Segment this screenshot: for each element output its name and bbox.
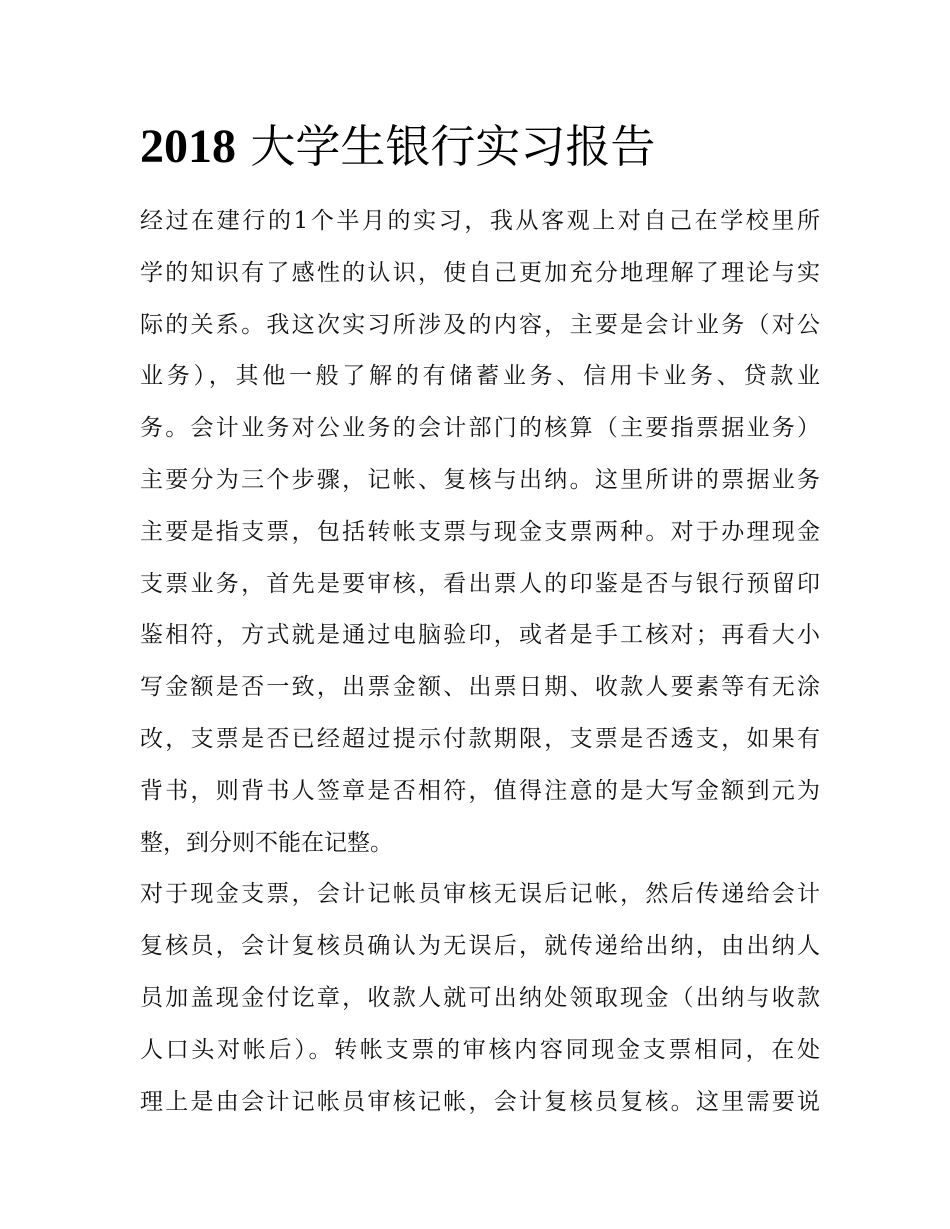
text-line: 背书，则背书人签章是否相符，值得注意的是大写金额到元为 xyxy=(140,777,820,804)
text-line: 主要分为三个步骤，记帐、复核与出纳。这里所讲的票据业务 xyxy=(140,466,820,493)
text-line: 主要是指支票，包括转帐支票与现金支票两种。对于办理现金 xyxy=(140,518,820,545)
text-line: 员加盖现金付讫章，收款人就可出纳处领取现金（出纳与收款 xyxy=(140,984,820,1011)
text-line: 际的关系。我这次实习所涉及的内容，主要是会计业务（对公 xyxy=(140,311,820,338)
document-title-year: 2018 xyxy=(140,120,236,173)
text-line: 写金额是否一致，出票金额、出票日期、收款人要素等有无涂 xyxy=(140,674,820,701)
document-body xyxy=(140,196,820,1128)
paragraph-2 xyxy=(140,869,820,1128)
text-line: 学的知识有了感性的认识，使自己更加充分地理解了理论与实 xyxy=(140,259,820,286)
paragraph-1 xyxy=(140,196,820,869)
text-line: 人口头对帐后）。转帐支票的审核内容同现金支票相同，在处 xyxy=(140,1036,820,1063)
text-line: 鉴相符，方式就是通过电脑验印，或者是手工核对；再看大小 xyxy=(140,622,820,649)
text-line: 支票业务，首先是要审核，看出票人的印鉴是否与银行预留印 xyxy=(140,570,820,597)
document-title xyxy=(140,117,820,177)
text-line: 业务），其他一般了解的有储蓄业务、信用卡业务、贷款业 xyxy=(140,363,820,390)
text-line: 对于现金支票，会计记帐员审核无误后记帐，然后传递给会计 xyxy=(140,881,820,908)
text-line: 整，到分则不能在记整。 xyxy=(140,829,393,856)
document-title-text: 大学生银行实习报告 xyxy=(250,120,656,173)
text-line: 复核员，会计复核员确认为无误后，就传递给出纳，由出纳人 xyxy=(140,933,820,960)
text-line: 改，支票是否已经超过提示付款期限，支票是否透支，如果有 xyxy=(140,725,820,752)
text-line: 经过在建行的1个半月的实习，我从客观上对自己在学校里所 xyxy=(140,208,820,234)
text-line: 理上是由会计记帐员审核记帐，会计复核员复核。这里需要说 xyxy=(140,1088,820,1115)
text-line: 务。会计业务对公业务的会计部门的核算（主要指票据业务） xyxy=(140,415,820,442)
